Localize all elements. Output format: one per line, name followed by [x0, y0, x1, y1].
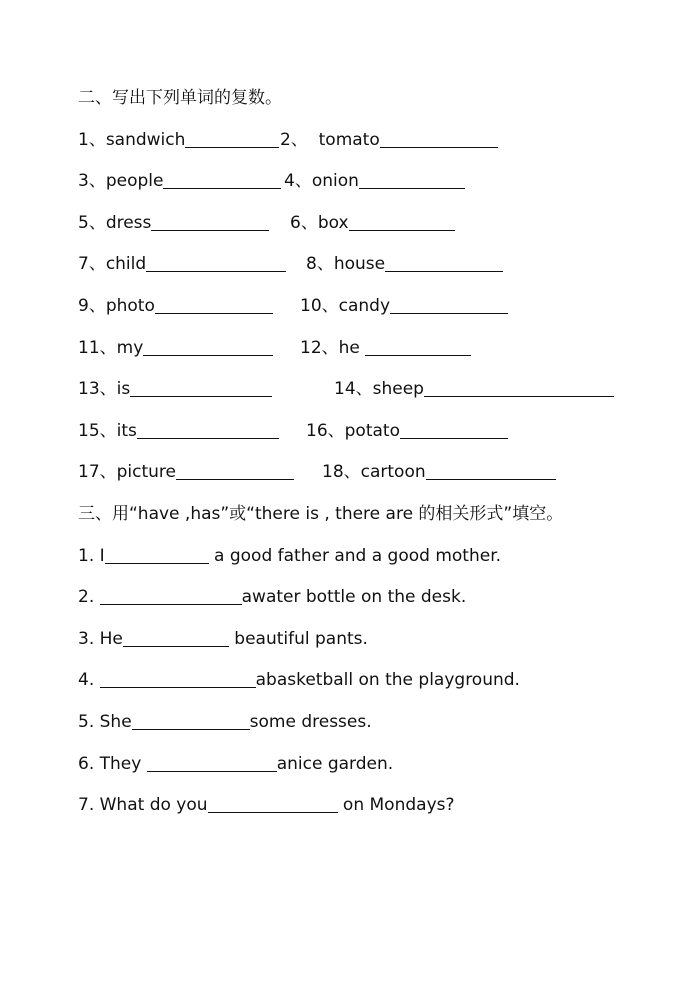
- answer-blank[interactable]: [143, 339, 273, 356]
- sentence-before: 2.: [78, 587, 100, 607]
- word-item-16: [306, 419, 508, 443]
- word-item-2: [280, 128, 498, 152]
- answer-blank[interactable]: [385, 255, 503, 272]
- word-label: 11、my: [78, 338, 144, 358]
- word-item-6: [290, 211, 455, 235]
- word-label: 18、cartoon: [322, 462, 426, 482]
- answer-blank[interactable]: [390, 297, 508, 314]
- answer-blank[interactable]: [424, 380, 614, 397]
- word-label: 13、is: [78, 379, 131, 399]
- word-item-11: [78, 336, 273, 360]
- answer-blank[interactable]: [176, 463, 294, 480]
- answer-blank[interactable]: [130, 380, 272, 397]
- word-row: [78, 252, 386, 276]
- answer-blank[interactable]: [400, 422, 508, 439]
- word-item-5: [78, 211, 269, 235]
- sentence-after: beautiful pants.: [228, 629, 368, 649]
- word-label: 2、 tomato: [280, 130, 380, 150]
- sentence-before: 6. They: [78, 754, 147, 774]
- answer-blank[interactable]: [426, 463, 556, 480]
- answer-blank[interactable]: [155, 297, 273, 314]
- word-item-15: [78, 419, 279, 443]
- sentence-4: [78, 668, 520, 692]
- word-row: [78, 460, 426, 484]
- answer-blank[interactable]: [147, 755, 277, 772]
- answer-blank[interactable]: [208, 796, 338, 813]
- answer-blank[interactable]: [137, 422, 279, 439]
- answer-blank[interactable]: [185, 131, 279, 148]
- sentence-after: abasketball on the playground.: [255, 670, 520, 690]
- sentence-7: [78, 793, 455, 817]
- word-item-17: [78, 460, 294, 484]
- word-label: 12、he: [300, 338, 366, 358]
- word-item-9: [78, 294, 273, 318]
- sentence-after: a good father and a good mother.: [208, 546, 502, 566]
- sentence-after: on Mondays?: [337, 795, 455, 815]
- word-row: [78, 377, 424, 401]
- word-row: [78, 211, 349, 235]
- sentence-after: awater bottle on the desk.: [241, 587, 467, 607]
- sentence-before: 3. He: [78, 629, 123, 649]
- sentence-before: 7. What do you: [78, 795, 208, 815]
- word-row: [78, 336, 366, 360]
- word-label: 15、its: [78, 421, 137, 441]
- word-label: 10、candy: [300, 296, 391, 316]
- word-item-13: [78, 377, 272, 401]
- word-item-18: [322, 460, 556, 484]
- word-item-14: [334, 377, 614, 401]
- sentence-before: 5. She: [78, 712, 132, 732]
- sentence-1: [78, 544, 501, 568]
- word-label: 16、potato: [306, 421, 400, 441]
- sentence-after: anice garden.: [276, 754, 394, 774]
- word-label: 3、people: [78, 171, 164, 191]
- sentence-5: [78, 710, 372, 734]
- word-row: [78, 419, 400, 443]
- answer-blank[interactable]: [146, 255, 286, 272]
- sentence-6: [78, 752, 393, 776]
- sentence-after: some dresses.: [249, 712, 372, 732]
- word-row: [78, 294, 391, 318]
- answer-blank[interactable]: [365, 339, 471, 356]
- word-item-12: [300, 336, 471, 360]
- word-label: 14、sheep: [334, 379, 424, 399]
- word-label: 1、sandwich: [78, 130, 186, 150]
- word-item-7: [78, 252, 286, 276]
- word-label: 17、picture: [78, 462, 177, 482]
- word-item-4: [284, 169, 465, 193]
- sentence-2: [78, 585, 466, 609]
- answer-blank[interactable]: [100, 588, 242, 605]
- answer-blank[interactable]: [151, 214, 269, 231]
- word-label: 9、photo: [78, 296, 155, 316]
- answer-blank[interactable]: [105, 547, 209, 564]
- sentence-before: 1. I: [78, 546, 105, 566]
- word-row: [78, 128, 380, 152]
- answer-blank[interactable]: [349, 214, 455, 231]
- word-row: [78, 169, 359, 193]
- word-label: 5、dress: [78, 213, 152, 233]
- answer-blank[interactable]: [132, 713, 250, 730]
- word-label: 8、house: [306, 254, 386, 274]
- section-2-title: 二、写出下列单词的复数。: [78, 88, 282, 108]
- answer-blank[interactable]: [359, 172, 465, 189]
- word-item-10: [300, 294, 508, 318]
- sentence-before: 4.: [78, 670, 100, 690]
- word-item-1: [78, 128, 279, 152]
- answer-blank[interactable]: [380, 131, 498, 148]
- answer-blank[interactable]: [123, 630, 229, 647]
- answer-blank[interactable]: [100, 671, 256, 688]
- word-item-8: [306, 252, 503, 276]
- sentence-3: [78, 627, 368, 651]
- answer-blank[interactable]: [163, 172, 281, 189]
- section-3-title: 三、用“have ,has”或“there is , there are 的相关形式”填空。: [78, 504, 564, 524]
- word-label: 4、onion: [284, 171, 359, 191]
- word-label: 6、box: [290, 213, 349, 233]
- word-item-3: [78, 169, 281, 193]
- word-label: 7、child: [78, 254, 147, 274]
